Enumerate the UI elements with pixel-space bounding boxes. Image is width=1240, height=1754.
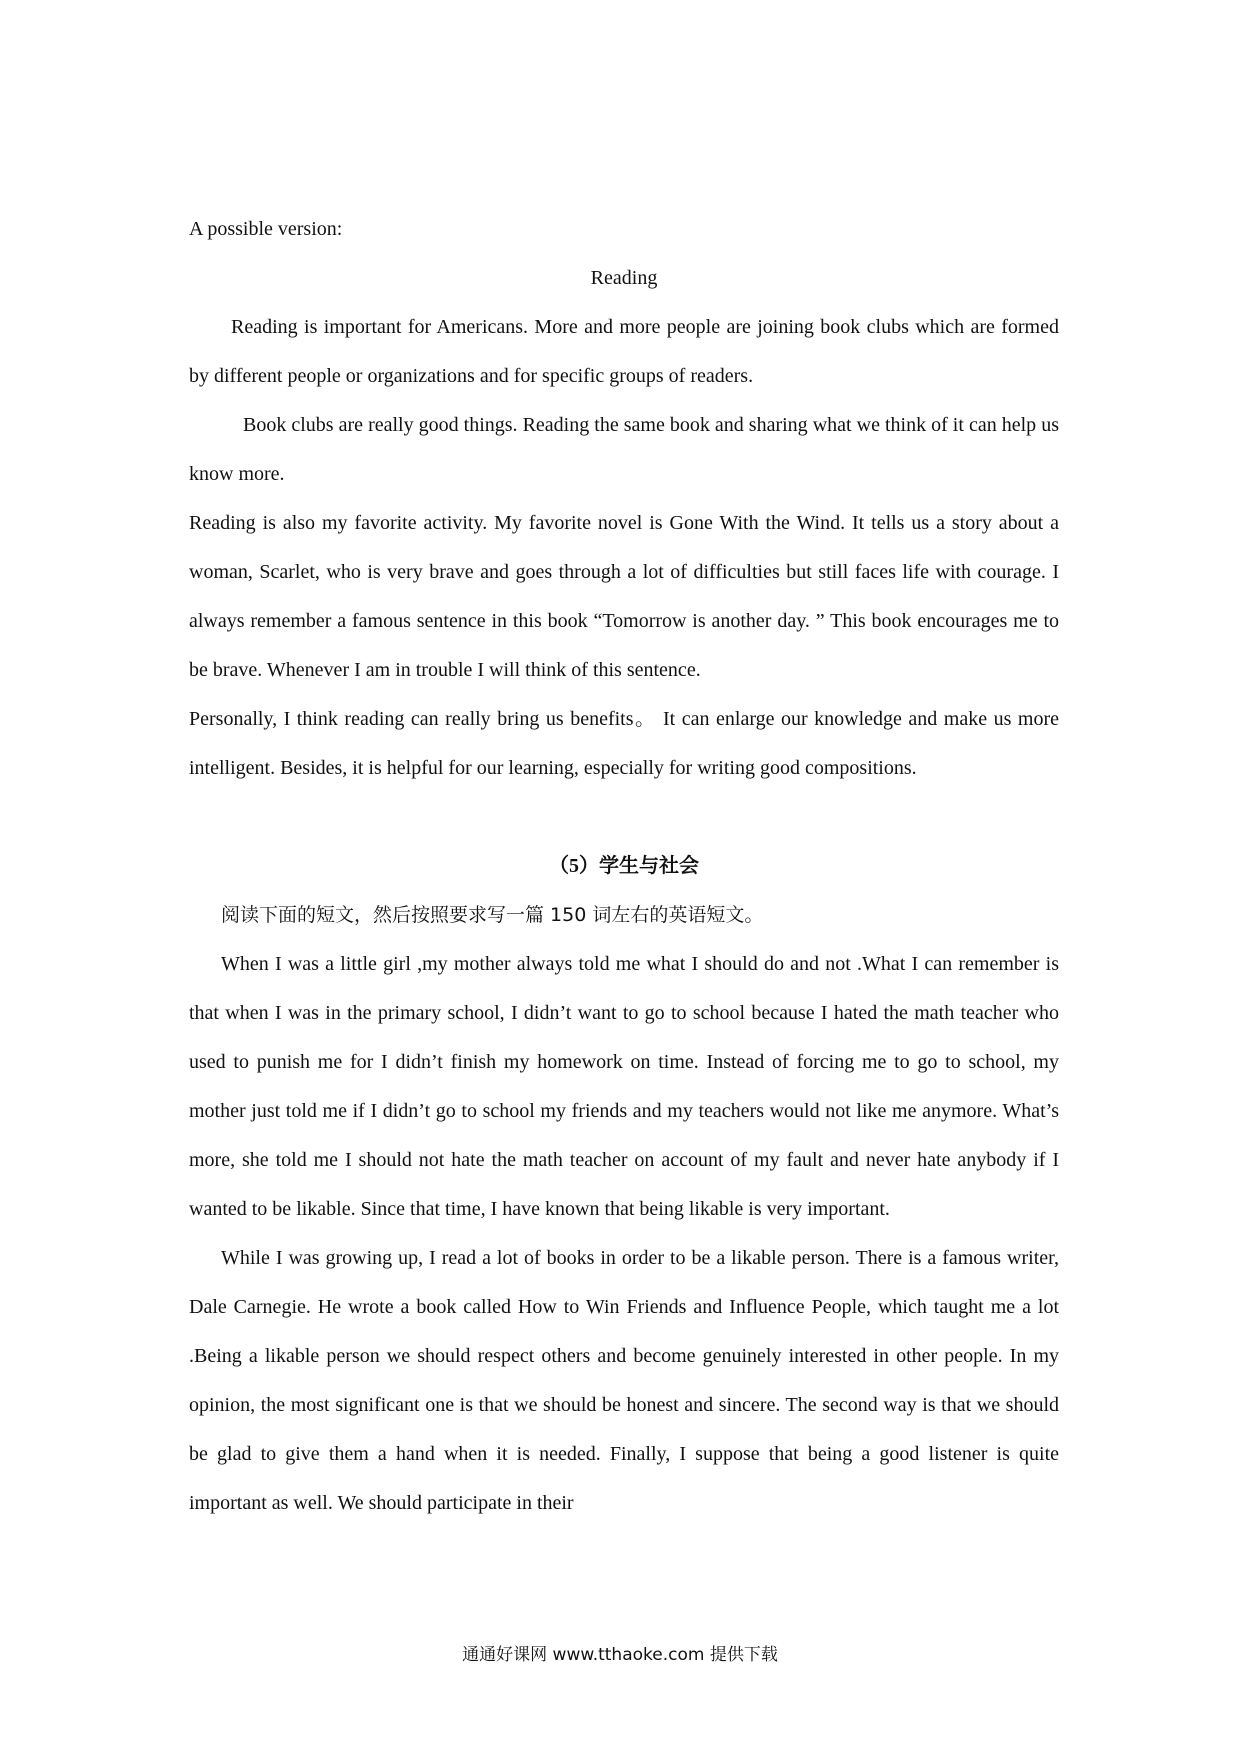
page-footer: 通通好课网 www.tthaoke.com 提供下载 xyxy=(462,1645,778,1665)
passage-paragraph: When I was a little girl ,my mother always told me what I should do and not .What I can remember is that when I was in the primary school, I didn’t want to go to school because I hated the math teacher who used to punish me for I didn’t finish my homework on time. Instead of forcing me to go to school, my mother just told me if I didn’t go to school my friends and my teachers would not like me anymore. What’s more, she told me I should not hate the math teacher on account of my fault and never hate anybody if I wanted to be likable. Since that time, I have known that being likable is very important. xyxy=(189,953,1059,1220)
essay-paragraph: Personally, I think reading can really bring us benefits。 It can enlarge our knowledge and make us more intelligent. Besides, it is helpful for our learning, especially for writing good compositions. xyxy=(189,708,1059,779)
essay-paragraph: Reading is also my favorite activity. My favorite novel is Gone With the Wind. It tells us a story about a woman, Scarlet, who is very brave and goes through a lot of difficulties but still faces life with courage. I always remember a famous sentence in this book “Tomorrow is another day. ” This book encourages me to be brave. Whenever I am in trouble I will think of this sentence. xyxy=(189,512,1059,681)
essay-paragraph: Book clubs are really good things. Reading the same book and sharing what we think of it can help us know more. xyxy=(189,414,1059,485)
section-title: （5）学生与社会 xyxy=(549,855,699,877)
essay-title: Reading xyxy=(590,267,658,289)
section-spacer xyxy=(189,793,1059,842)
intro-label: A possible version: xyxy=(189,218,343,240)
instruction-text: 阅读下面的短文，然后按照要求写一篇 150 词左右的英语短文。 xyxy=(221,904,764,926)
passage-paragraph: While I was growing up, I read a lot of books in order to be a likable person. There is a famous writer, Dale Carnegie. He wrote a book called How to Win Friends and Influence People, which taught me a lot .Being a likable person we should respect others and become genuinely interested in other people. In my opinion, the most significant one is that we should be honest and sincere. The second way is that we should be glad to give them a hand when it is needed. Finally, I suppose that being a good listener is quite important as well. We should participate in their xyxy=(189,1247,1059,1514)
document-body xyxy=(189,205,1059,1528)
essay-paragraph: Reading is important for Americans. More and more people are joining book clubs which are formed by different people or organizations and for specific groups of readers. xyxy=(189,316,1059,387)
